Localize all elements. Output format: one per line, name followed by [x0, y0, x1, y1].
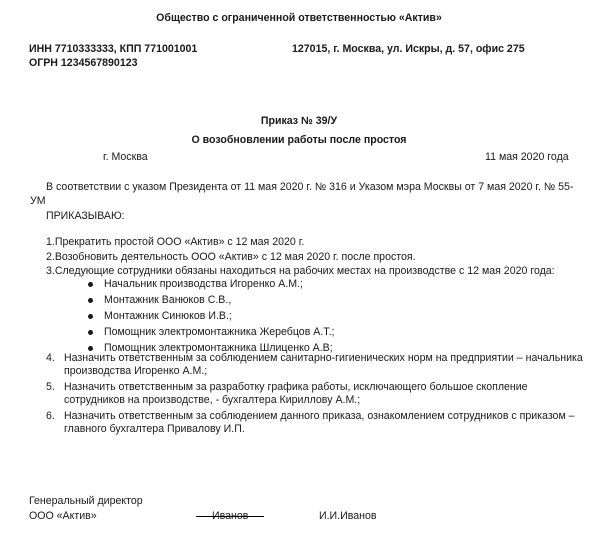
order-subject: О возобновлении работы после простоя [191, 134, 407, 146]
ogrn: ОГРН 1234567890123 [29, 57, 138, 69]
signature-company: ООО «Актив» [29, 510, 97, 522]
order-city: г. Москва [103, 151, 148, 163]
signature-name: И.И.Иванов [319, 510, 377, 522]
order-item-1: 1.Прекратить простой ООО «Актив» с 12 мая 2020 г. [46, 236, 305, 248]
order-item-6-number: 6. [46, 410, 55, 422]
order-item-5-number: 5. [46, 381, 55, 393]
inn-kpp: ИНН 7710333333, КПП 771001001 [29, 43, 198, 55]
order-word: ПРИКАЗЫВАЮ: [46, 210, 125, 222]
order-date: 11 мая 2020 года [485, 151, 569, 163]
staff-list-item: Монтажник Ванюков С.В., [92, 294, 334, 310]
organization-name: Общество с ограниченной ответственностью «Актив» [156, 12, 442, 24]
staff-list-item: Монтажник Синюков И.В.; [92, 310, 334, 326]
order-item-4-number: 4. [46, 352, 55, 364]
order-item-5-text: Назначить ответственным за разработку графика работы, исключающего большое скопление сотрудников на производстве, - бухгалтера Кириллову А.М.; [64, 381, 528, 406]
signature-line [196, 516, 264, 517]
staff-list-item: Начальник производства Игоренко А.М.; [92, 278, 334, 294]
order-item-3: 3.Следующие сотрудники обязаны находиться на рабочих местах на производстве с 12 мая 2020 года: [46, 265, 555, 277]
staff-list-item: Помощник электромонтажника Шлиценко А.В; [92, 342, 334, 358]
staff-list [92, 278, 334, 358]
intro-line-2: УМ [30, 195, 46, 207]
order-item-2: 2.Возобновить деятельность ООО «Актив» с 12 мая 2020 г. после простоя. [46, 251, 416, 263]
staff-list-item: Помощник электромонтажника Жеребцов А.Т.; [92, 326, 334, 342]
address: 127015, г. Москва, ул. Искры, д. 57, офис 275 [292, 43, 525, 55]
order-item-4-text: Назначить ответственным за соблюдением санитарно-гигиенических норм на предприятии – начальника производства Игоренко А.М.; [64, 352, 583, 377]
intro-line-1: В соответствии с указом Президента от 11 мая 2020 г. № 316 и Указом мэра Москвы от 7 мая 2020 г. № 55- [46, 181, 574, 193]
order-item-6-text: Назначить ответственным за соблюдением данного приказа, ознакомлением сотрудников с приказом – главного бухгалтера Привалову И.П. [64, 410, 575, 435]
signature-handwritten: Иванов [212, 510, 249, 522]
signature-position: Генеральный директор [29, 495, 143, 507]
order-title: Приказ № 39/У [260, 115, 338, 127]
